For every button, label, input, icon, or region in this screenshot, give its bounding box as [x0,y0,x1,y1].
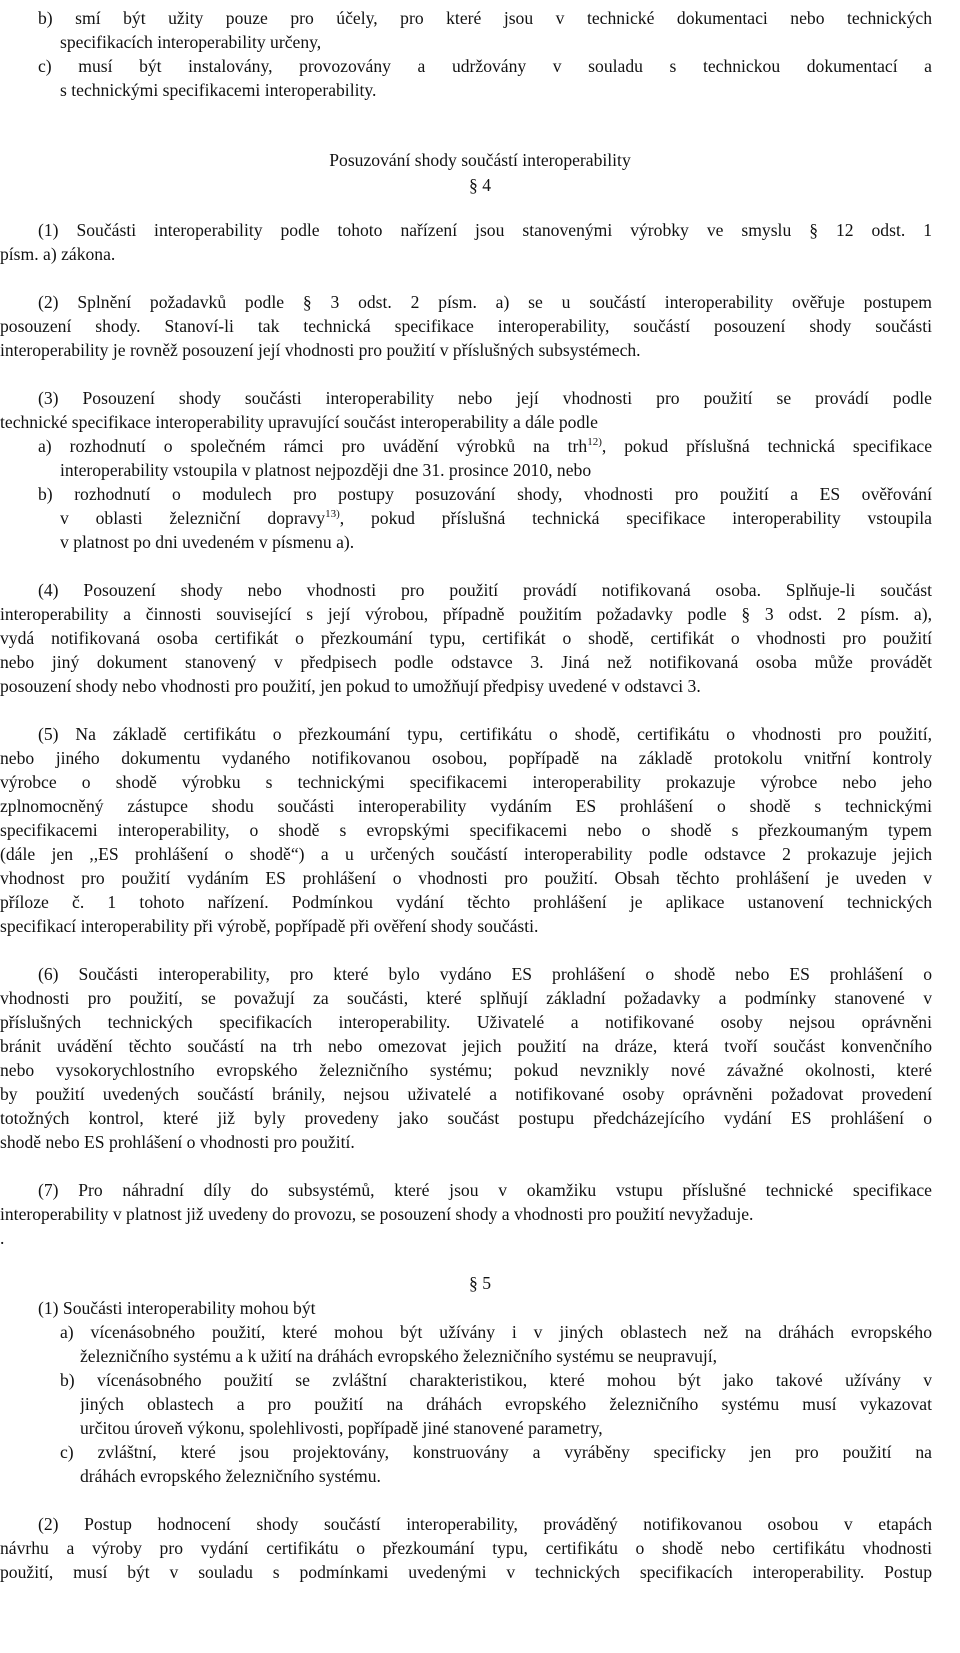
paragraph-line: (2) Postup hodnocení shody součástí interoperability, prováděný notifikovanou osobou v etapách [38,1514,932,1534]
paragraph-line: zplnomocněný zástupce shodu součásti interoperability vydáním ES prohlášení o shodě s technickými [0,796,932,816]
paragraph-line: výrobce o shodě výrobku s technickými specifikacemi interoperability prokazuje výrobce nebo jeho [0,772,932,792]
paragraph-line: návrhu a výroby pro vydání certifikátu o přezkoumání typu, certifikátu o shodě nebo certifikátu vhodnosti [0,1538,932,1558]
paragraph-line: totožných kontrol, které již byly provedeny jako součást postupu předcházejícího vydání ES prohlášení o [0,1108,932,1128]
paragraph-line: shodě nebo ES prohlášení o vhodnosti pro použití. [0,1132,355,1152]
paragraph-line: písm. a) zákona. [0,244,116,264]
paragraph-line: (5) Na základě certifikátu o přezkoumání typu, certifikátu o shodě, certifikátu o vhodnosti pro použití, [38,724,932,744]
paragraph-line: c) musí být instalovány, provozovány a udržovány v souladu s technickou dokumentací a [38,56,932,76]
paragraph-line: nebo jiný dokument stanovený v předpisech podle odstavce 3. Jiná než notifikovaná osoba může provádět [0,652,932,672]
paragraph-line: dráhách evropského železničního systému. [80,1466,381,1486]
paragraph-line: by použití uvedených součástí bránily, nejsou uživatelé a notifikované osoby oprávněni požadovat provedení [0,1084,932,1104]
paragraph-line: b) vícenásobného použití se zvláštní charakteristikou, které mohou být jako takové užívány v [60,1370,932,1390]
footnote-ref[interactable]: 13) [325,508,340,520]
paragraph-line: interoperability vstoupila v platnost nejpozději dne 31. prosince 2010, nebo [60,460,592,480]
paragraph-line: technické specifikace interoperability upravující součást interoperability a dále podle [0,412,598,432]
paragraph-line: jiných oblastech a pro použití na dráhách evropského železničního systému musí vykazovat [80,1394,932,1414]
paragraph-line: posouzení shody nebo vhodnosti pro použití, jen pokud to umožňují předpisy uvedené v odstavci 3. [0,676,701,696]
paragraph-line: v oblasti železniční dopravy$^{13)}$, pokud příslušná technická specifikace interoperability vstoupila [60,508,932,528]
section-heading: § 4 [469,175,491,195]
paragraph-line: (2) Splnění požadavků podle § 3 odst. 2 písm. a) se u součástí interoperability ověřuje postupem [38,292,932,312]
paragraph-line: použití, musí být v souladu s podmínkami uvedenými v technických specifikacích interoperability. Postup [0,1562,932,1582]
paragraph-line: interoperability v platnost již uvedeny do provozu, se posouzení shody a vhodnosti pro použití nevyžaduje. [0,1204,754,1224]
paragraph-line: v platnost po dni uvedeném v písmenu a). [60,532,355,552]
paragraph-line: b) smí být užity pouze pro účely, pro které jsou v technické dokumentaci nebo technických [38,8,932,28]
paragraph-line: vhodnost pro použití vydáním ES prohlášení o vhodnosti pro použití. Obsah těchto prohlášení je uveden v [0,868,932,888]
footnote-ref[interactable]: 12) [587,436,602,448]
paragraph-line: nebo vysokorychlostního evropského železničního systému; pokud nevznikly nové závažné okolnosti, které [0,1060,932,1080]
paragraph-line: (7) Pro náhradní díly do subsystémů, které jsou v okamžiku vstupu příslušné technické specifikace [38,1180,932,1200]
paragraph-line: s technickými specifikacemi interoperability. [60,80,377,100]
paragraph-line: c) zvláštní, které jsou projektovány, konstruovány a vyráběny specificky jen pro použití na [60,1442,932,1462]
paragraph-line: specifikacemi interoperability, o shodě s evropskými specifikacemi nebo o shodě s přezkoumaným typem [0,820,932,840]
paragraph-line: (1) Součásti interoperability mohou být [38,1298,316,1318]
paragraph-line: vhodnosti pro použití, se považují za součásti, které splňují základní požadavky a podmínky stanovené v [0,988,932,1008]
paragraph-line: a) vícenásobného použití, které mohou být užívány i v jiných oblastech než na dráhách evropského [60,1322,932,1342]
paragraph-line: (6) Součásti interoperability, pro které bylo vydáno ES prohlášení o shodě nebo ES prohlášení o [38,964,932,984]
paragraph-line: příslušných technických specifikacích interoperability. Uživatelé a notifikované osoby nejsou oprávněni [0,1012,932,1032]
paragraph-line: nebo jiného dokumentu vydaného notifikovanou osobou, popřípadě na základě protokolu vnitřní kontroly [0,748,932,768]
paragraph-line: specifikacích interoperability určeny, [60,32,322,52]
paragraph-line: b) rozhodnutí o modulech pro postupy posuzování shody, vhodnosti pro použití a ES ověřování [38,484,932,504]
paragraph-line: bránit uvádění těchto součástí na trh nebo omezovat jejich použití na dráze, která tvoří součást konvenčního [0,1036,932,1056]
paragraph-line: specifikací interoperability při výrobě, popřípadě při ověření shody součásti. [0,916,539,936]
paragraph-line: (dále jen ,,ES prohlášení o shodě“) a u určených součástí interoperability podle odstavce 2 prokazuje jejich [0,844,932,864]
paragraph-line: (3) Posouzení shody součásti interoperability nebo její vhodnosti pro použití se provádí podle [38,388,932,408]
paragraph-line: (4) Posouzení shody nebo vhodnosti pro použití provádí notifikovaná osoba. Splňuje-li součást [38,580,932,600]
paragraph-line: vydá notifikovaná osoba certifikát o přezkoumání typu, certifikát o shodě, certifikát o vhodnosti pro použití [0,628,932,648]
paragraph-line: posouzení shody. Stanoví-li tak technická specifikace interoperability, součástí posouzení shody součásti [0,316,932,336]
section-heading: § 5 [469,1273,491,1293]
paragraph-line: příloze č. 1 tohoto nařízení. Podmínkou vydání těchto prohlášení je aplikace ustanovení technických [0,892,932,912]
paragraph-line: . [0,1228,5,1248]
paragraph-line: (1) Součásti interoperability podle tohoto nařízení jsou stanovenými výrobky ve smyslu § 12 odst. 1 [38,220,932,240]
section-heading: Posuzování shody součástí interoperability [329,150,631,170]
paragraph-line: železničního systému a k užití na dráhách evropského železničního systému se neupravují, [80,1346,718,1366]
paragraph-line: interoperability a činnosti související s její výrobou, případně použitím požadavky podle § 3 odst. 2 písm. a), [0,604,932,624]
paragraph-line: interoperability je rovněž posouzení její vhodnosti pro použití v příslušných subsystémech. [0,340,641,360]
paragraph-line: určitou úroveň výkonu, spolehlivosti, popřípadě jiné stanovené parametry, [80,1418,603,1438]
paragraph-line: a) rozhodnutí o společném rámci pro uvádění výrobků na trh$^{12)}$, pokud příslušná technická specifikace [38,436,932,456]
